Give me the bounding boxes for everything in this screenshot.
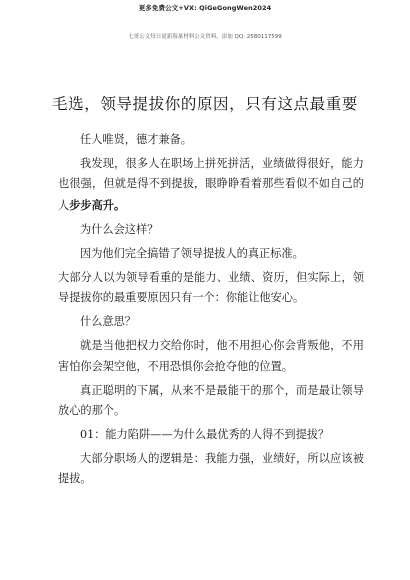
paragraph-7: 就是当他把权力交给你时，他不用担心你会背叛他，不用害怕你会架空他，不用恐惧你会抢夺他的位置。 xyxy=(58,339,364,373)
article-body xyxy=(58,130,364,493)
header-banner: 更多免费公文+VX: QiGeGongWen2024 xyxy=(138,4,272,12)
header-note: 七哥公文每日更新海量材料公文资料，添加 QQ: 2580117599 xyxy=(128,34,282,40)
paragraph-5: 大部分人以为领导看重的是能力、业绩、资历，但实际上，领导提拔你的最重要原因只有一个：你能让他安心。 xyxy=(58,270,364,305)
paragraph-1: 任人唯贤，德才兼备。 xyxy=(80,133,192,146)
article-title: 毛选，领导提拔你的原因，只有这点最重要 xyxy=(52,95,358,113)
paragraph-2 xyxy=(58,154,364,216)
paragraph-8: 真正聪明的下属，从来不是最能干的那个，而是最让领导放心的那个。 xyxy=(58,383,364,418)
paragraph-2-text: 我发现，很多人在职场上拼死拼活，业绩做得很好，能力也很强，但就是得不到提拔，眼睁睁看着那些看似不如自己的人 xyxy=(58,157,364,212)
paragraph-4: 因为他们完全搞错了领导提拔人的真正标准。 xyxy=(80,246,304,260)
paragraph-6: 什么意思？ xyxy=(80,315,136,329)
section-heading-01: 01：能力陷阱——为什么最优秀的人得不到提拔？ xyxy=(80,428,330,442)
paragraph-3: 为什么会这样？ xyxy=(80,222,159,236)
paragraph-10: 大部分职场人的逻辑是：我能力强，业绩好，所以应该被提拔。 xyxy=(58,452,364,486)
paragraph-2-emphasis: 步步高升。 xyxy=(69,197,126,212)
